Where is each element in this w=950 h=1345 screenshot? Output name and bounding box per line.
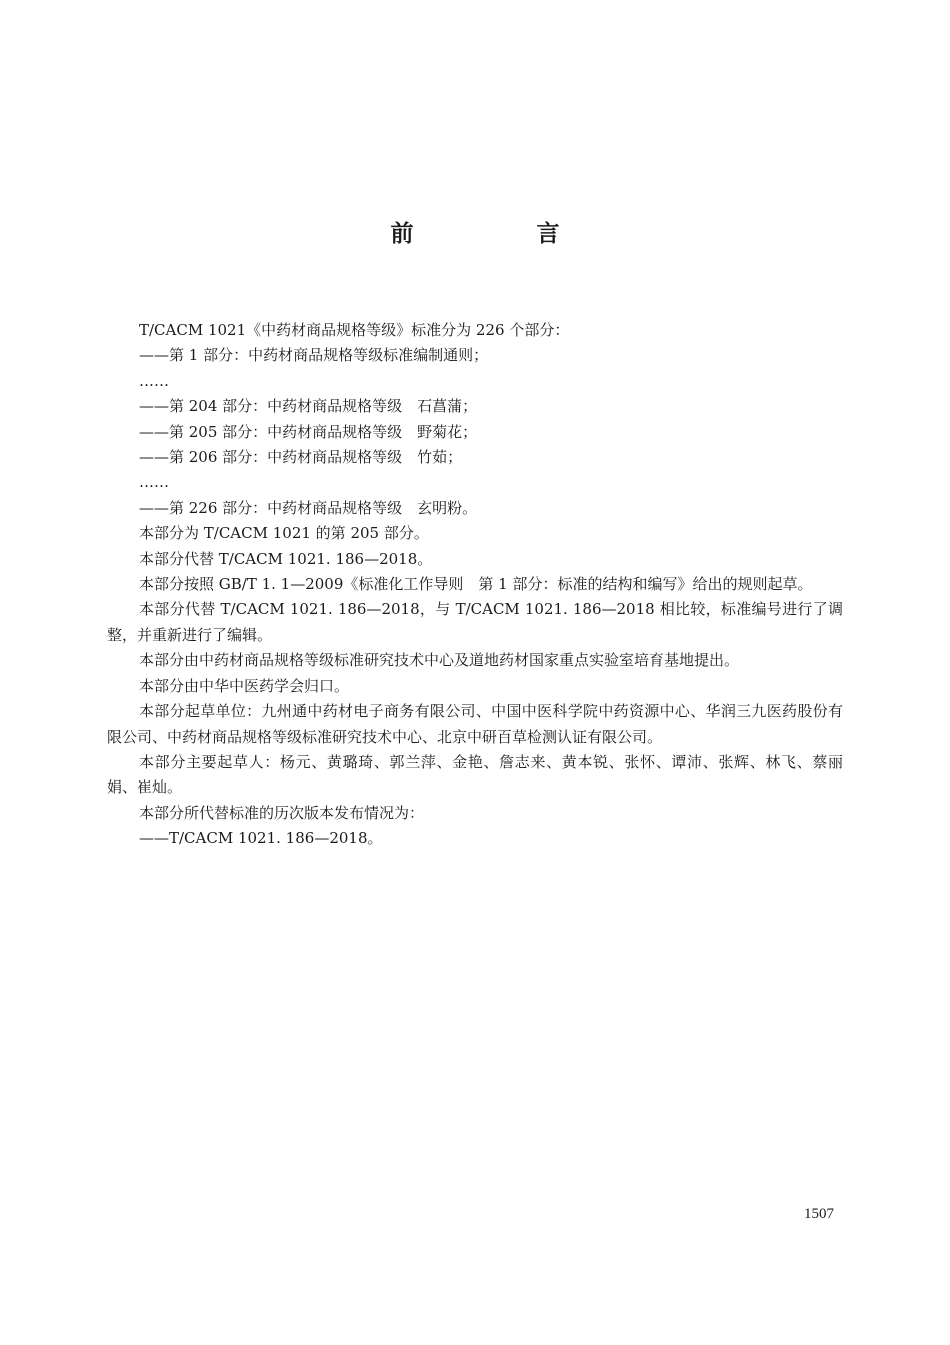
paragraph-part-count: T/CACM 1021《中药材商品规格等级》标准分为 226 个部分： [139, 321, 570, 339]
ellipsis-2: …… [139, 473, 169, 492]
page-number: 1507 [804, 1206, 834, 1222]
paragraph-proposed-by: 本部分由中药材商品规格等级标准研究技术中心及道地药材国家重点实验室培育基地提出。 [139, 651, 740, 670]
paragraph-changes: 本部分代替 T/CACM 1021. 186—2018，与 T/CACM 1021. 186—2018 相比较，标准编号进行了调整，并重新进行了编辑。 [107, 600, 843, 644]
paragraph-drafting-units: 本部分起草单位：九州通中药材电子商务有限公司、中国中医科学院中药资源中心、华润三九医药股份有限公司、中药材商品规格等级标准研究技术中心、北京中研百草检测认证有限公司。 [107, 702, 843, 746]
paragraph-replaces: 本部分代替 T/CACM 1021. 186—2018。 [139, 549, 433, 568]
paragraph-this-part: 本部分为 T/CACM 1021 的第 205 部分。 [139, 524, 429, 543]
preface-body [107, 318, 843, 852]
list-item-part-206: ——第 206 部分：中药材商品规格等级 竹茹； [139, 448, 463, 467]
list-item-part-205: ——第 205 部分：中药材商品规格等级 野菊花； [139, 422, 478, 441]
list-item-part-1: ——第 1 部分：中药材商品规格等级标准编制通则； [139, 346, 489, 365]
list-item-part-226: ——第 226 部分：中药材商品规格等级 玄明粉。 [139, 498, 478, 517]
list-item-part-204: ——第 204 部分：中药材商品规格等级 石菖蒲； [139, 397, 478, 416]
paragraph-drafters: 本部分主要起草人：杨元、黄璐琦、郭兰萍、金艳、詹志来、黄本锐、张怀、谭沛、张辉、林飞、蔡丽娟、崔灿。 [107, 752, 843, 797]
list-item-history: ——T/CACM 1021. 186—2018。 [139, 829, 383, 848]
paragraph-drafting-rules: 本部分按照 GB/T 1. 1—2009《标准化工作导则 第 1 部分：标准的结构和编写》给出的规则起草。 [139, 575, 813, 594]
paragraph-history-intro: 本部分所代替标准的历次版本发布情况为： [139, 803, 425, 822]
paragraph-centralized-by: 本部分由中华中医药学会归口。 [139, 676, 350, 695]
ellipsis-1: …… [139, 371, 169, 390]
page-title: 前 言 [390, 221, 610, 247]
